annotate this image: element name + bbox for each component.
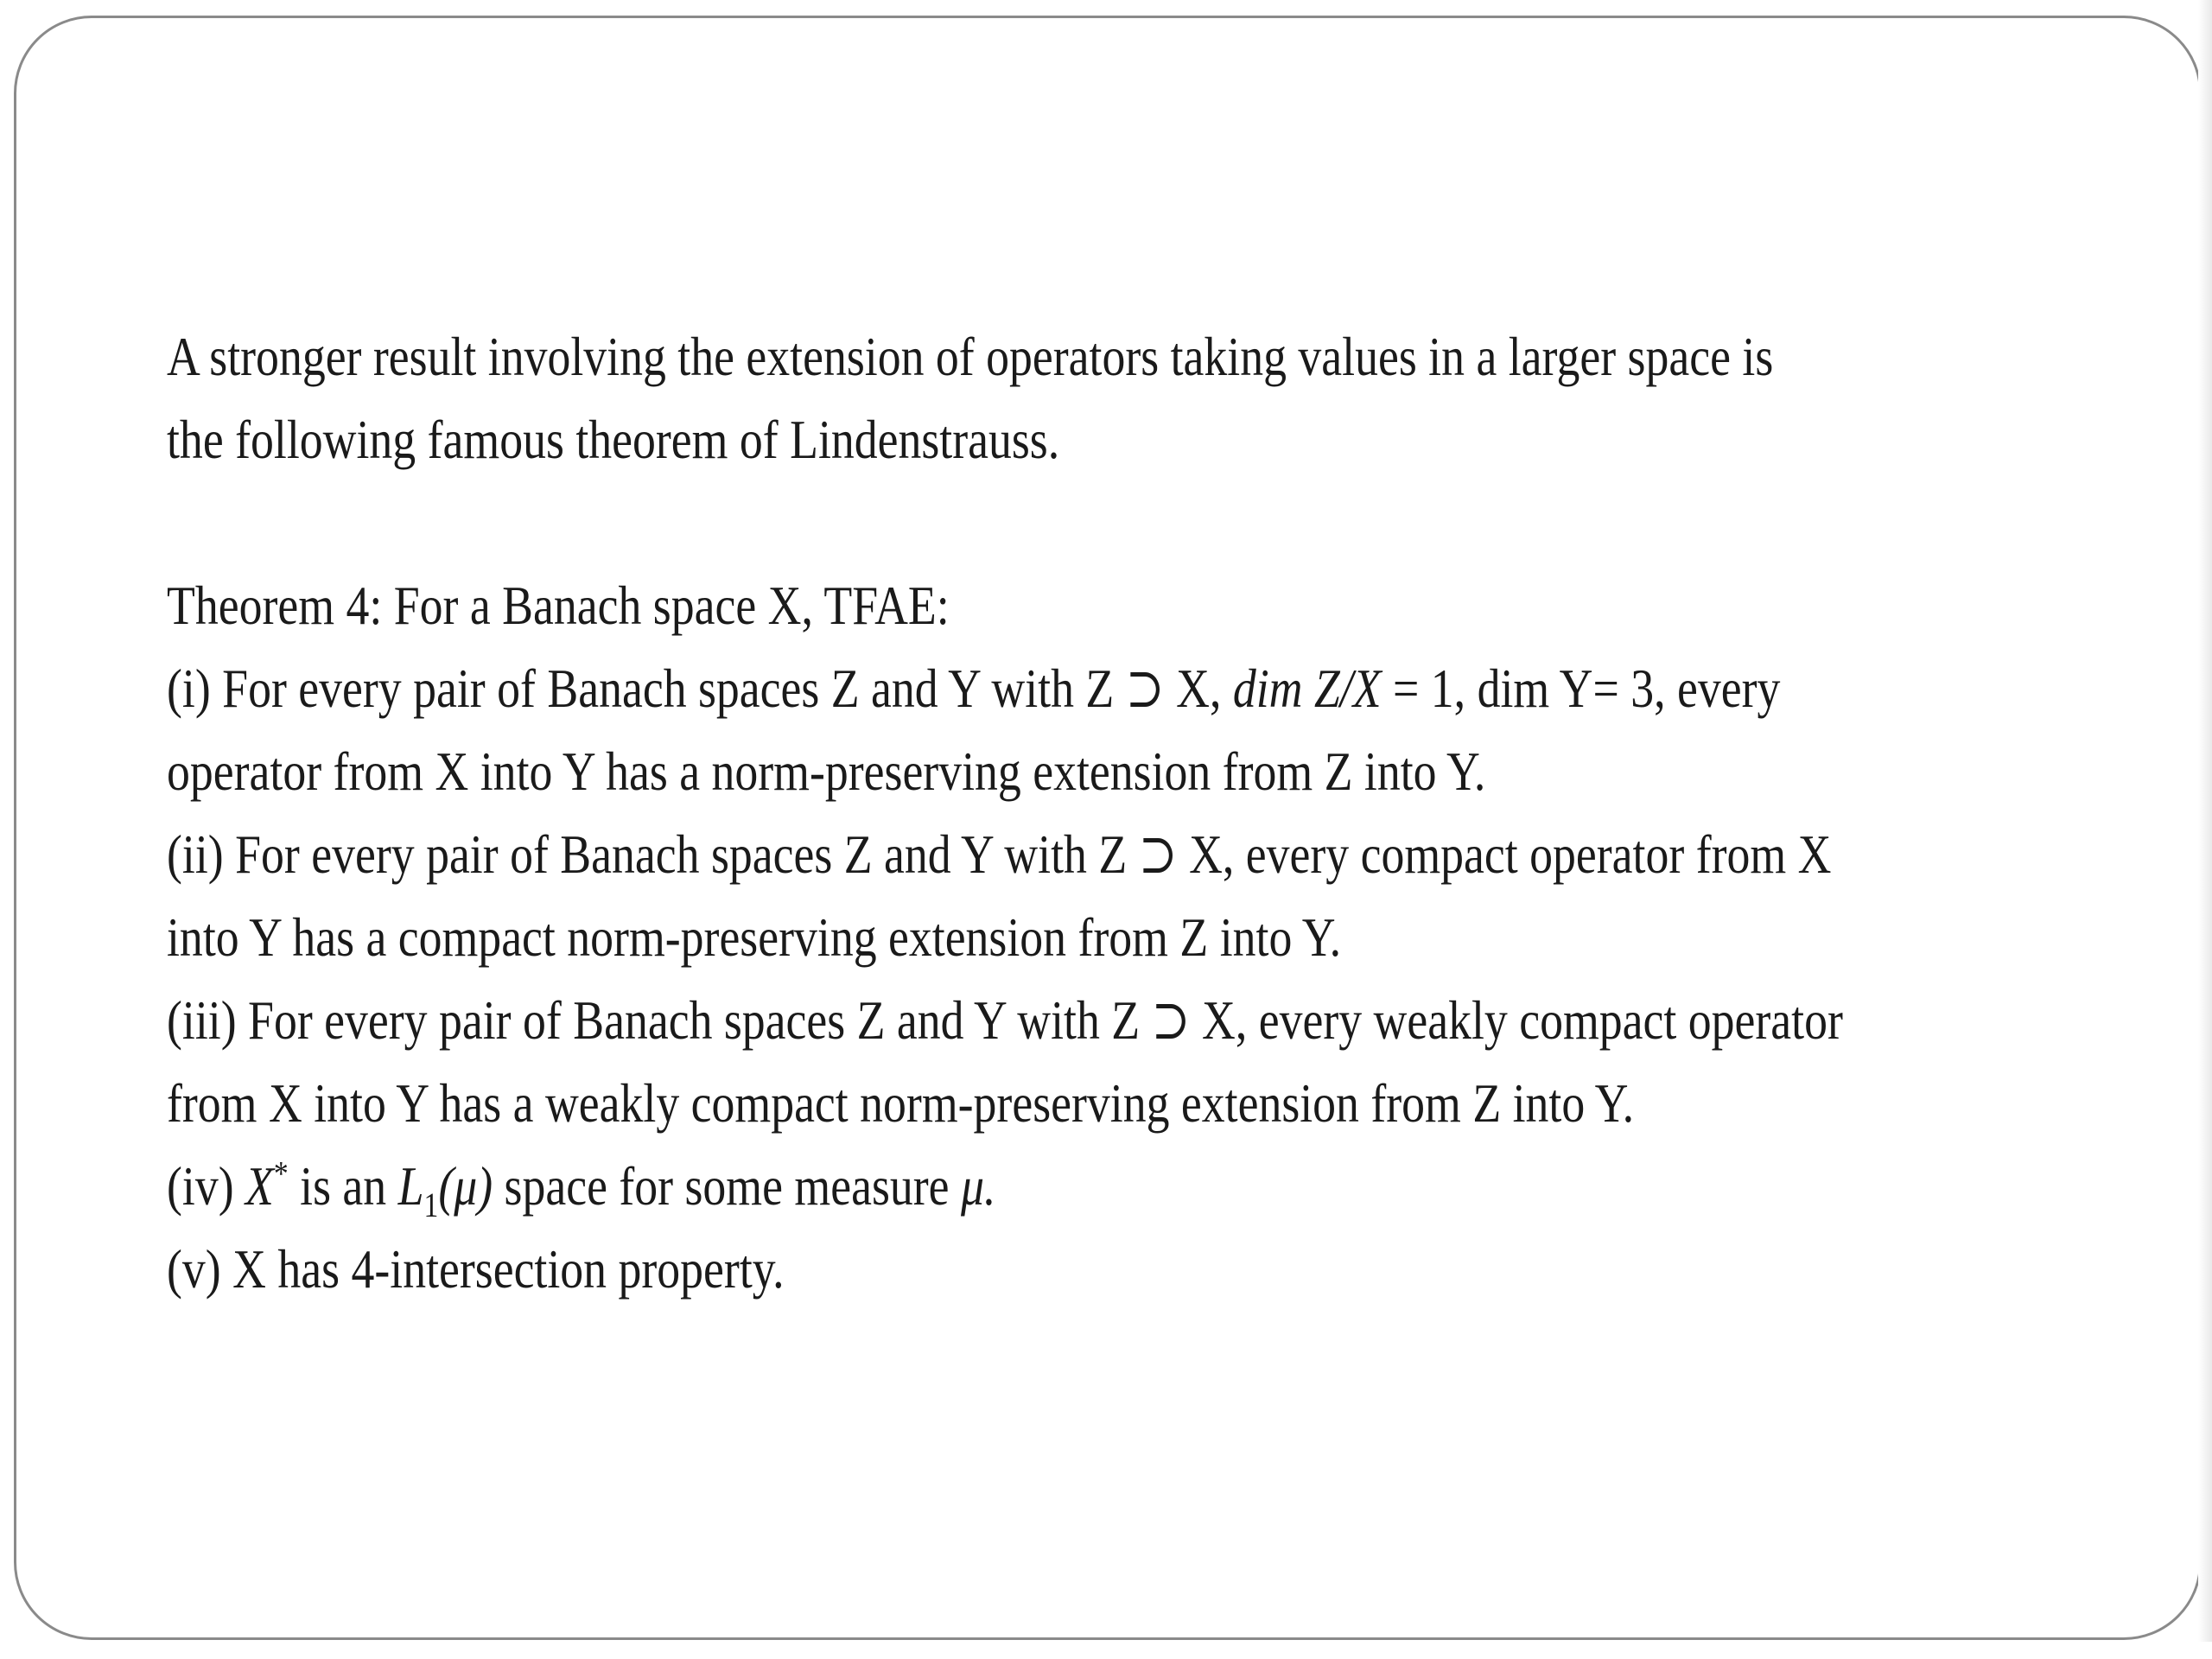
- theorem-item-i-line-2: operator from X into Y has a norm-preserving extension from Z into Y.: [167, 741, 1486, 802]
- item-iv-mu: (μ): [438, 1155, 493, 1217]
- item-label-i: (i): [167, 658, 211, 719]
- slide-frame: [14, 16, 2202, 1640]
- item-iv-mu-end: μ.: [960, 1155, 996, 1217]
- item-ii-text-a: For every pair of Banach spaces Z and Y with Z ⊃ X, every compact operator from X: [235, 823, 1832, 885]
- item-v-text: X has 4-intersection property.: [232, 1238, 785, 1300]
- item-iv-x: X: [245, 1155, 274, 1217]
- theorem-item-ii-line-1: [167, 813, 1832, 896]
- paragraph-gap: [167, 481, 1749, 564]
- item-iv-tail: space for some measure: [504, 1155, 950, 1217]
- item-iv-l: L: [397, 1155, 424, 1217]
- item-label-iv: (iv): [167, 1155, 234, 1217]
- item-label-iii: (iii): [167, 989, 237, 1051]
- item-i-math: dim Z/X: [1232, 658, 1382, 719]
- item-label-ii: (ii): [167, 823, 224, 885]
- item-iii-text-a: For every pair of Banach spaces Z and Y with Z ⊃ X, every weakly compact operator: [248, 989, 1843, 1051]
- intro-line-2: the following famous theorem of Lindenstrauss.: [167, 409, 1060, 470]
- theorem-block: [167, 564, 1843, 1311]
- intro-paragraph: [167, 315, 1774, 481]
- slide-body: [167, 315, 1843, 1311]
- theorem-item-v: [167, 1228, 1749, 1311]
- item-i-text-a: For every pair of Banach spaces Z and Y with Z ⊃ X,: [222, 658, 1222, 719]
- item-iv-sub: 1: [423, 1185, 439, 1224]
- theorem-heading: Theorem 4: For a Banach space X, TFAE:: [167, 575, 950, 636]
- theorem-item-iv: [167, 1145, 1749, 1228]
- intro-line-1: A stronger result involving the extension of operators taking values in a larger space is: [167, 326, 1774, 387]
- theorem-item-iii-line-2: from X into Y has a weakly compact norm-preserving extension from Z into Y.: [167, 1072, 1635, 1134]
- item-iv-mid: is an: [300, 1155, 387, 1217]
- theorem-item-iii-line-1: [167, 979, 1843, 1062]
- theorem-item-i-line-1: [167, 647, 1781, 730]
- theorem-item-ii-line-2: into Y has a compact norm-preserving extension from Z into Y.: [167, 906, 1342, 968]
- item-i-text-b: = 1, dim Y= 3, every: [1393, 658, 1781, 719]
- item-iv-star: *: [273, 1154, 289, 1193]
- slide-edge-shadow: [2198, 0, 2212, 1642]
- item-label-v: (v): [167, 1238, 221, 1300]
